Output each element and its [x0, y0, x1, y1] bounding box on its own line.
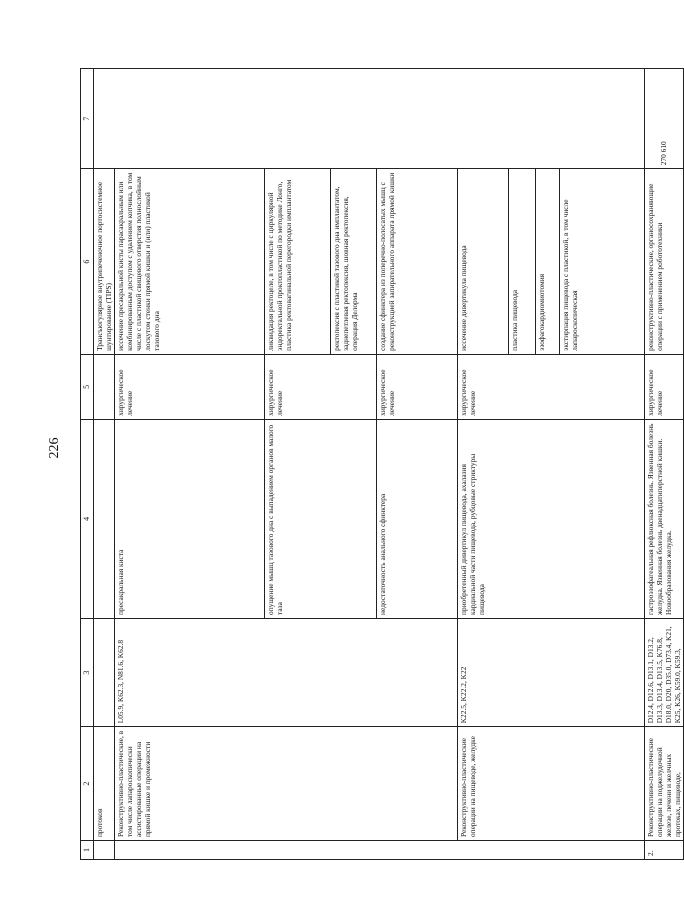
cell-row-number: 2.	[644, 841, 683, 860]
cell-method: Трансъюгулярное внутрипеченочное портосистемное шунтирование (TIPS)	[93, 169, 114, 355]
header-row	[81, 69, 94, 860]
cell-method: реконструктивно-пластические, органосохраняющие операции с применением робототехники	[644, 169, 683, 355]
cell-treatment-type: хирургическое лечение	[114, 354, 264, 419]
header-col-2: 2	[81, 727, 94, 841]
cell-method: пластика пищевода	[508, 169, 535, 355]
procedures-table	[80, 68, 684, 860]
cell-method: эзофагокардиомиотомия	[535, 169, 559, 355]
cell	[93, 419, 114, 618]
cell-icd-codes: K22.5, K22.2, K22	[457, 618, 644, 726]
cell-procedure-group: протоков	[93, 727, 114, 841]
cell-procedure-group: Реконструктивно-пластические, в том числе лапароскопически ассистированные операции на прямой кишке и промежности	[114, 727, 457, 841]
table-row	[93, 69, 114, 860]
cell-icd-codes: L05.9, K62.3, N81.6, K62.8	[114, 618, 457, 726]
cell-procedure-group: Реконструктивно-пластические операции на поджелудочной железе, печени и желчных протоках, пищеводе,	[644, 727, 683, 841]
cell-method: иссечение пресакральной кисты парасакральным или комбинированным доступом с удалением копчика, в том числе с пластикой свищевого отверстия полнослойным лоскутом стенки прямой кишки и (или) пластикой тазового дна	[114, 169, 264, 355]
cell-treatment-type: хирургическое лечение	[376, 354, 457, 419]
header-col-6: 6	[81, 169, 94, 355]
table-row	[644, 69, 683, 860]
cell-procedure-group: Реконструктивно-пластические операции на пищеводе, желудке	[457, 727, 644, 841]
cell-diagnosis: пресакральная киста	[114, 419, 264, 618]
cell-diagnosis: опущение мышц тазового дна с выпадением органов малого таза	[264, 419, 376, 618]
header-col-4: 4	[81, 419, 94, 618]
header-col-5: 5	[81, 354, 94, 419]
rotated-page	[80, 68, 682, 860]
page-number: 226	[47, 437, 62, 459]
cell-treatment-type: хирургическое лечение	[457, 354, 644, 419]
cell-method: иссечение дивертикула пищевода	[457, 169, 508, 355]
table-row	[457, 69, 508, 860]
cell-method: создание сфинктера из поперечно-полосатых мышц с реконструкцией запирательного аппарата прямой кишки	[376, 169, 457, 355]
cell	[93, 354, 114, 419]
cell	[114, 841, 644, 860]
cell-diagnosis: недостаточность анального сфинктера	[376, 419, 457, 618]
cell	[93, 69, 644, 169]
cell-method: ректопексия с пластикой тазового дна имплантатом, заднепетлевая ректопексия, шовная ректопексия, операция Делорма	[330, 169, 376, 355]
header-col-7: 7	[81, 69, 94, 169]
cell-method: экстирпация пищевода с пластикой, в том числе лапароскопическая	[559, 169, 644, 355]
cell-treatment-type: хирургическое лечение	[264, 354, 376, 419]
cell-treatment-type: хирургическое лечение	[644, 354, 683, 419]
cell	[93, 841, 114, 860]
header-col-3: 3	[81, 618, 94, 726]
header-col-1: 1	[81, 841, 94, 860]
cell-method: ликвидация ректоцеле, в том числе с циркулярной эндоректальной проктопластикой по методике Лонго, пластика ректовагинальной перегородки имплантатом	[264, 169, 330, 355]
cell-cost: 270 610	[644, 69, 683, 169]
cell	[93, 618, 114, 726]
cell-diagnosis: приобретенный дивертикул пищевода, ахалазия кардиальной части пищевода, рубцовые стриктуры пищевода	[457, 419, 644, 618]
cell-diagnosis: гастроэзофагеальная рефлюксная болезнь. Язвенная болезнь желудка. Язвенная болезнь двенадцатиперстной кишки. Новообразования желудка.	[644, 419, 683, 618]
cell-icd-codes: D12.4, D12.6, D13.1, D13.2, D13.3, D13.4, D13.5, K76.8, D18.0, D20, D35.0, D73.4, K21, K25, K26, K59.0, K59.3,	[644, 618, 683, 726]
table-row	[114, 69, 264, 860]
